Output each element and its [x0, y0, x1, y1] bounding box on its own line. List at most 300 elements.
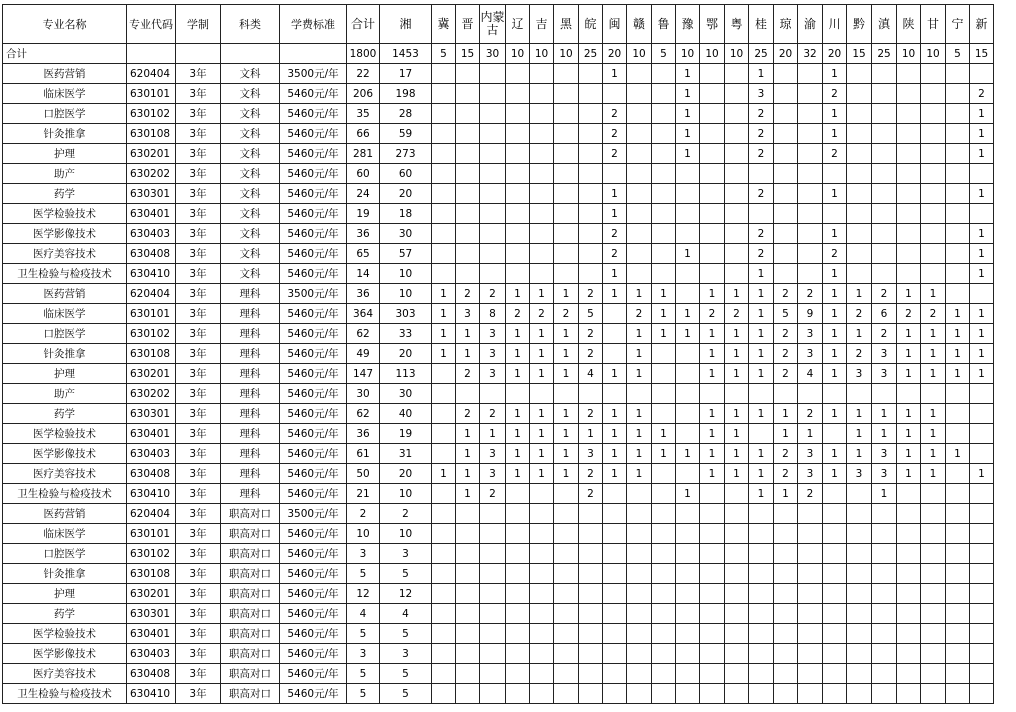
cell-province-17: 1	[823, 264, 847, 284]
cell-province-7	[579, 84, 603, 104]
cell-province-9	[627, 664, 652, 684]
cell-province-2: 1	[456, 324, 480, 344]
cell-hunan: 5	[380, 624, 432, 644]
cell-hunan: 33	[380, 324, 432, 344]
cell-province-20: 1	[897, 464, 921, 484]
cell-hunan: 3	[380, 644, 432, 664]
cell-province-1	[432, 524, 456, 544]
cell-province-8: 1	[603, 424, 627, 444]
cell-major-code: 630301	[127, 184, 176, 204]
cell-province-3: 2	[480, 284, 506, 304]
cell-province-4	[506, 584, 530, 604]
cell-hunan: 273	[380, 144, 432, 164]
cell-province-12	[700, 564, 725, 584]
cell-province-1	[432, 64, 456, 84]
cell-province-5	[530, 144, 554, 164]
cell-tuition: 5460元/年	[280, 264, 347, 284]
cell-province-5: 1	[530, 284, 554, 304]
cell-province-5	[530, 624, 554, 644]
cell-total: 14	[347, 264, 380, 284]
cell-total: 22	[347, 64, 380, 84]
cell-province-15	[774, 164, 798, 184]
cell-province-9	[627, 64, 652, 84]
cell-province-23	[970, 644, 994, 664]
cell-province-2	[456, 204, 480, 224]
cell-tuition: 5460元/年	[280, 184, 347, 204]
cell-duration: 3年	[176, 584, 221, 604]
cell-major-code: 630101	[127, 304, 176, 324]
cell-province-12	[700, 544, 725, 564]
cell-province-22	[946, 504, 970, 524]
header-province-16: 渝	[798, 5, 823, 44]
cell-province-18	[847, 64, 872, 84]
cell-province-1	[432, 144, 456, 164]
cell-province-20	[897, 224, 921, 244]
cell-province-2	[456, 184, 480, 204]
cell-major-code: 630202	[127, 384, 176, 404]
cell-major-name: 卫生检验与检疫技术	[3, 684, 127, 704]
cell-tuition: 5460元/年	[280, 324, 347, 344]
cell-province-12	[700, 204, 725, 224]
cell-province-13	[725, 584, 749, 604]
cell-province-11	[676, 404, 700, 424]
cell-province-8: 2	[603, 104, 627, 124]
total-major-name: 合计	[3, 44, 127, 64]
cell-province-19	[872, 124, 897, 144]
cell-province-18	[847, 124, 872, 144]
cell-province-9	[627, 84, 652, 104]
cell-province-10	[652, 144, 676, 164]
cell-category: 文科	[221, 144, 280, 164]
cell-province-21: 1	[921, 364, 946, 384]
cell-province-11: 1	[676, 484, 700, 504]
cell-major-name: 医药营销	[3, 504, 127, 524]
cell-province-3	[480, 384, 506, 404]
cell-tuition: 5460元/年	[280, 444, 347, 464]
cell-province-16	[798, 684, 823, 704]
cell-total: 60	[347, 164, 380, 184]
cell-province-1	[432, 544, 456, 564]
cell-major-name: 医学影像技术	[3, 444, 127, 464]
cell-province-11	[676, 284, 700, 304]
table-row	[3, 624, 994, 644]
cell-province-16	[798, 264, 823, 284]
cell-province-23: 1	[970, 304, 994, 324]
cell-total: 65	[347, 244, 380, 264]
cell-province-4	[506, 64, 530, 84]
cell-province-13	[725, 524, 749, 544]
cell-category: 文科	[221, 224, 280, 244]
cell-province-11	[676, 344, 700, 364]
cell-province-8	[603, 644, 627, 664]
cell-province-10	[652, 544, 676, 564]
cell-hunan: 59	[380, 124, 432, 144]
cell-province-13: 1	[725, 444, 749, 464]
cell-province-13	[725, 64, 749, 84]
cell-province-8: 2	[603, 144, 627, 164]
cell-province-4: 1	[506, 404, 530, 424]
cell-province-11: 1	[676, 144, 700, 164]
cell-province-17: 1	[823, 444, 847, 464]
cell-province-10	[652, 644, 676, 664]
cell-province-13: 1	[725, 284, 749, 304]
cell-province-2: 1	[456, 424, 480, 444]
cell-province-17	[823, 384, 847, 404]
cell-province-16	[798, 384, 823, 404]
cell-province-5	[530, 184, 554, 204]
cell-province-1	[432, 584, 456, 604]
cell-province-6	[554, 384, 579, 404]
cell-province-22	[946, 224, 970, 244]
cell-province-5: 1	[530, 424, 554, 444]
cell-hunan: 19	[380, 424, 432, 444]
cell-province-3: 2	[480, 484, 506, 504]
cell-duration: 3年	[176, 624, 221, 644]
cell-category: 文科	[221, 204, 280, 224]
cell-province-13	[725, 604, 749, 624]
cell-province-21	[921, 384, 946, 404]
cell-total: 36	[347, 284, 380, 304]
cell-province-2	[456, 224, 480, 244]
cell-province-2	[456, 564, 480, 584]
table-row	[3, 284, 994, 304]
cell-province-18: 2	[847, 344, 872, 364]
cell-major-name: 医疗美容技术	[3, 464, 127, 484]
cell-province-12	[700, 504, 725, 524]
cell-province-15: 1	[774, 484, 798, 504]
cell-province-23	[970, 404, 994, 424]
cell-province-23: 1	[970, 184, 994, 204]
cell-province-15	[774, 64, 798, 84]
cell-province-20	[897, 244, 921, 264]
cell-major-code: 630108	[127, 564, 176, 584]
cell-province-23	[970, 664, 994, 684]
cell-province-19	[872, 604, 897, 624]
cell-province-11	[676, 684, 700, 704]
cell-province-14: 1	[749, 464, 774, 484]
cell-province-20	[897, 384, 921, 404]
header-province-10: 鲁	[652, 5, 676, 44]
cell-province-1	[432, 684, 456, 704]
cell-duration: 3年	[176, 644, 221, 664]
cell-province-6	[554, 244, 579, 264]
cell-province-12	[700, 224, 725, 244]
cell-province-1: 1	[432, 284, 456, 304]
cell-province-2: 1	[456, 444, 480, 464]
cell-province-1	[432, 604, 456, 624]
cell-province-17	[823, 684, 847, 704]
cell-province-9	[627, 104, 652, 124]
cell-province-15	[774, 524, 798, 544]
cell-tuition: 5460元/年	[280, 484, 347, 504]
cell-province-5	[530, 604, 554, 624]
cell-province-4	[506, 84, 530, 104]
cell-province-11: 1	[676, 444, 700, 464]
cell-province-3	[480, 504, 506, 524]
cell-province-2	[456, 644, 480, 664]
cell-hunan: 28	[380, 104, 432, 124]
cell-province-2: 1	[456, 464, 480, 484]
cell-province-21: 1	[921, 324, 946, 344]
cell-province-4	[506, 644, 530, 664]
cell-tuition: 5460元/年	[280, 224, 347, 244]
cell-hunan: 60	[380, 164, 432, 184]
cell-province-6: 1	[554, 444, 579, 464]
cell-province-22	[946, 204, 970, 224]
cell-major-code: 630201	[127, 144, 176, 164]
total-province-7: 25	[579, 44, 603, 64]
header-duration: 学制	[176, 5, 221, 44]
table-row	[3, 584, 994, 604]
cell-province-10	[652, 64, 676, 84]
cell-category: 文科	[221, 84, 280, 104]
cell-province-20	[897, 564, 921, 584]
cell-province-3	[480, 224, 506, 244]
table-row	[3, 384, 994, 404]
cell-province-19: 1	[872, 484, 897, 504]
cell-province-5	[530, 204, 554, 224]
cell-province-15	[774, 384, 798, 404]
cell-province-3: 2	[480, 404, 506, 424]
cell-province-7	[579, 264, 603, 284]
cell-province-20	[897, 104, 921, 124]
cell-province-2	[456, 624, 480, 644]
cell-province-1	[432, 644, 456, 664]
cell-province-12	[700, 604, 725, 624]
cell-province-4: 1	[506, 324, 530, 344]
cell-hunan: 303	[380, 304, 432, 324]
cell-major-name: 临床医学	[3, 524, 127, 544]
cell-province-4: 1	[506, 444, 530, 464]
cell-province-11: 1	[676, 324, 700, 344]
cell-province-23	[970, 604, 994, 624]
cell-province-8: 2	[603, 224, 627, 244]
cell-major-name: 医药营销	[3, 284, 127, 304]
cell-province-5	[530, 684, 554, 704]
cell-province-8	[603, 84, 627, 104]
cell-province-15: 2	[774, 324, 798, 344]
cell-province-5	[530, 524, 554, 544]
cell-province-6	[554, 684, 579, 704]
cell-province-1: 1	[432, 464, 456, 484]
cell-province-16: 1	[798, 424, 823, 444]
header-province-12: 鄂	[700, 5, 725, 44]
cell-duration: 3年	[176, 424, 221, 444]
cell-province-20	[897, 644, 921, 664]
cell-province-16: 9	[798, 304, 823, 324]
cell-province-14	[749, 524, 774, 544]
cell-province-13	[725, 164, 749, 184]
cell-province-9: 1	[627, 424, 652, 444]
cell-province-7: 2	[579, 484, 603, 504]
cell-province-23	[970, 384, 994, 404]
cell-province-9	[627, 604, 652, 624]
total-province-22: 5	[946, 44, 970, 64]
cell-province-17	[823, 584, 847, 604]
cell-province-6	[554, 504, 579, 524]
cell-province-20: 1	[897, 424, 921, 444]
cell-province-12: 1	[700, 404, 725, 424]
cell-province-11	[676, 584, 700, 604]
cell-province-12	[700, 624, 725, 644]
cell-tuition: 5460元/年	[280, 604, 347, 624]
cell-province-15	[774, 664, 798, 684]
cell-province-16	[798, 224, 823, 244]
cell-province-12	[700, 484, 725, 504]
cell-province-19: 3	[872, 344, 897, 364]
cell-province-9: 1	[627, 364, 652, 384]
cell-province-15	[774, 644, 798, 664]
cell-province-7	[579, 64, 603, 84]
cell-province-11	[676, 624, 700, 644]
cell-province-6	[554, 204, 579, 224]
cell-province-9: 1	[627, 284, 652, 304]
header-province-5: 吉	[530, 5, 554, 44]
cell-hunan: 10	[380, 264, 432, 284]
cell-province-4	[506, 684, 530, 704]
cell-duration: 3年	[176, 244, 221, 264]
cell-tuition: 5460元/年	[280, 404, 347, 424]
cell-province-21	[921, 164, 946, 184]
cell-province-7	[579, 604, 603, 624]
cell-province-11	[676, 164, 700, 184]
header-province-1: 冀	[432, 5, 456, 44]
header-province-7: 皖	[579, 5, 603, 44]
cell-province-3	[480, 144, 506, 164]
total-row	[3, 44, 994, 64]
cell-province-2	[456, 504, 480, 524]
cell-province-17: 2	[823, 244, 847, 264]
header-province-15: 琼	[774, 5, 798, 44]
cell-province-7	[579, 164, 603, 184]
cell-hunan: 198	[380, 84, 432, 104]
cell-major-name: 药学	[3, 404, 127, 424]
cell-province-20	[897, 584, 921, 604]
cell-province-3	[480, 544, 506, 564]
cell-major-code: 630202	[127, 164, 176, 184]
cell-province-23: 1	[970, 104, 994, 124]
header-province-6: 黑	[554, 5, 579, 44]
cell-tuition: 5460元/年	[280, 204, 347, 224]
total-province-11: 10	[676, 44, 700, 64]
cell-province-18	[847, 504, 872, 524]
cell-province-10	[652, 84, 676, 104]
cell-province-2	[456, 384, 480, 404]
cell-duration: 3年	[176, 604, 221, 624]
cell-province-23	[970, 204, 994, 224]
cell-province-14: 3	[749, 84, 774, 104]
table-row	[3, 504, 994, 524]
cell-province-21	[921, 84, 946, 104]
cell-province-1	[432, 104, 456, 124]
cell-province-22	[946, 384, 970, 404]
cell-province-7	[579, 624, 603, 644]
cell-major-code: 630403	[127, 444, 176, 464]
cell-major-code: 630102	[127, 544, 176, 564]
cell-major-code: 630410	[127, 484, 176, 504]
cell-province-21	[921, 544, 946, 564]
cell-province-6	[554, 584, 579, 604]
cell-province-17	[823, 484, 847, 504]
cell-duration: 3年	[176, 404, 221, 424]
cell-province-6: 1	[554, 284, 579, 304]
cell-province-23: 1	[970, 364, 994, 384]
cell-province-8	[603, 684, 627, 704]
total-province-23: 15	[970, 44, 994, 64]
cell-province-3	[480, 124, 506, 144]
cell-province-3: 3	[480, 444, 506, 464]
cell-category: 理科	[221, 424, 280, 444]
cell-tuition: 5460元/年	[280, 144, 347, 164]
cell-major-name: 医药营销	[3, 64, 127, 84]
cell-province-19	[872, 204, 897, 224]
cell-tuition: 3500元/年	[280, 504, 347, 524]
cell-province-5	[530, 564, 554, 584]
cell-province-9	[627, 584, 652, 604]
cell-province-14: 1	[749, 64, 774, 84]
cell-province-2: 2	[456, 364, 480, 384]
cell-tuition: 5460元/年	[280, 544, 347, 564]
cell-province-3: 8	[480, 304, 506, 324]
cell-province-17: 1	[823, 324, 847, 344]
header-province-17: 川	[823, 5, 847, 44]
cell-major-name: 助产	[3, 384, 127, 404]
header-province-22: 宁	[946, 5, 970, 44]
cell-province-17: 1	[823, 124, 847, 144]
total-province-2: 15	[456, 44, 480, 64]
cell-province-20: 1	[897, 364, 921, 384]
cell-province-10	[652, 664, 676, 684]
cell-province-4	[506, 664, 530, 684]
cell-province-18	[847, 624, 872, 644]
cell-province-6	[554, 104, 579, 124]
total-province-19: 25	[872, 44, 897, 64]
cell-province-22	[946, 484, 970, 504]
table-row	[3, 424, 994, 444]
cell-province-1	[432, 364, 456, 384]
cell-province-16: 2	[798, 284, 823, 304]
cell-province-4: 1	[506, 344, 530, 364]
cell-total: 36	[347, 424, 380, 444]
cell-province-14	[749, 424, 774, 444]
cell-province-15	[774, 244, 798, 264]
cell-province-8	[603, 524, 627, 544]
cell-province-18	[847, 544, 872, 564]
cell-province-14: 2	[749, 104, 774, 124]
cell-total: 49	[347, 344, 380, 364]
cell-province-11	[676, 504, 700, 524]
cell-province-4: 1	[506, 464, 530, 484]
table-row	[3, 244, 994, 264]
cell-province-2	[456, 524, 480, 544]
cell-province-8	[603, 624, 627, 644]
cell-province-13	[725, 184, 749, 204]
cell-province-18	[847, 144, 872, 164]
cell-province-12	[700, 244, 725, 264]
cell-province-4	[506, 224, 530, 244]
cell-province-8: 1	[603, 364, 627, 384]
cell-province-23: 1	[970, 344, 994, 364]
cell-province-14: 1	[749, 484, 774, 504]
cell-province-8	[603, 584, 627, 604]
cell-province-19	[872, 104, 897, 124]
cell-province-18	[847, 84, 872, 104]
cell-province-7: 2	[579, 324, 603, 344]
cell-major-code: 630408	[127, 464, 176, 484]
cell-major-code: 630201	[127, 584, 176, 604]
cell-province-6	[554, 484, 579, 504]
cell-province-16	[798, 664, 823, 684]
